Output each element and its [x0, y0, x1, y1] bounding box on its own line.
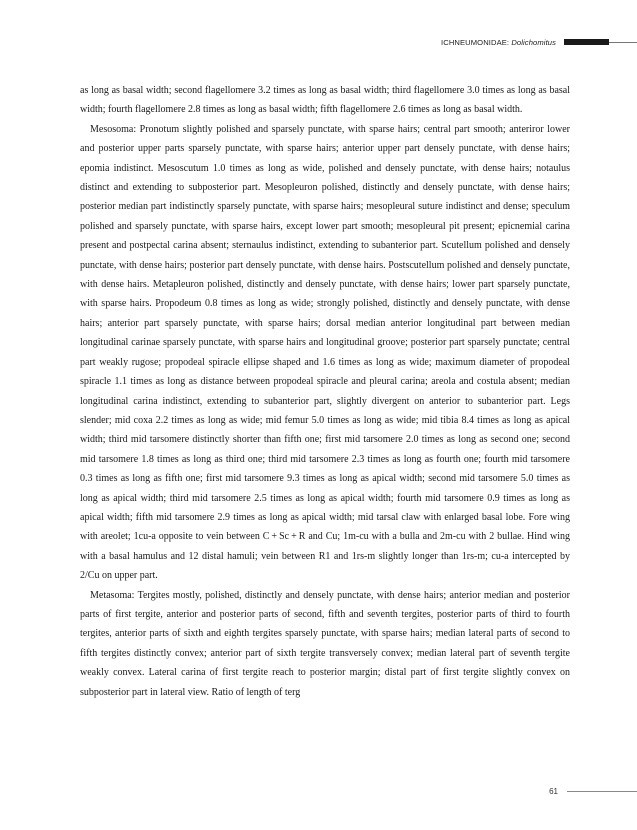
paragraph-antenna-continuation: as long as basal width; second flagellomere 3.2 times as long as basal width; third flagellomere 3.0 times as long as basal width; fourth flagellomere 2.8 times as long as basal width; fifth flagellomere 2.6 times as long as basal width.	[80, 85, 570, 116]
page-number: 61	[549, 787, 558, 796]
running-footer	[549, 787, 637, 796]
header-family: ICHNEUMONIDAE:	[441, 37, 510, 47]
page-body	[80, 81, 570, 702]
header-genus: Dolichomitus	[511, 37, 556, 47]
running-header-title	[441, 38, 556, 47]
footer-rule	[567, 791, 637, 792]
running-header	[441, 37, 637, 47]
paragraph-mesosoma: Mesosoma: Pronotum slightly polished and sparsely punctate, with sparse hairs; central part smooth; anteriror lower and posterior upper parts sparsely punctate, with sparse hairs; anterior upper part densely punctate, with dense hairs; epomia indistinct. Mesoscutum 1.0 times as long as wide, polished and densely punctate, with dense hairs; notaulus distinct and extending to subposterior part. Mesopleuron polished, distinctly and densely punctate, with dense hairs; posterior median part indistinctly sparsely punctate, with sparse hairs; mesopleural suture indistinct and dense; speculum polished and sparsely punctate, with sparse hairs, except lower part smooth; mesopleural pit present; epicnemial carina present and postpectal carina absent; sternaulus indistinct, extending to subanterior part. Scutellum polished and densely punctate, with dense hairs; posterior part densely punctate, with dense hairs. Postscutellum polished and densely punctate, with dense hairs. Metapleuron polished, distinctly and densely punctate, with dense hairs; lower part sparsely punctate, with sparse hairs. Propodeum 0.8 times as long as wide; strongly polished, distinctly and densely punctate, with dense hairs; anterior part sparsely punctate, with sparse hairs; dorsal median anterior longitudinal part between median longitudinal carinae sparsely punctate, with sparse hairs and longitudinal groove; posterior part sparsely punctate; central part weakly rugose; propodeal spiracle ellipse shaped and 1.6 times as long as wide; maximum diameter of propodeal spiracle 1.1 times as long as distance between propodeal spiracle and pleural carina; areola and costula absent; median longitudinal carina indistinct, extending to subanterior part, slightly divergent on anterior to subanterior part. Legs slender; mid coxa 2.2 times as long as wide; mid femur 5.0 times as long as wide; mid tibia 8.4 times as long as apical width; third mid tarsomere distinctly shorter than fifth one; first mid tarsomere 2.0 times as long as second one; second mid tarsomere 1.8 times as long as third one; third mid tarsomere 2.3 times as long as fourth one; fourth mid tarsomere 0.3 times as long as fifth one; first mid tarsomere 9.3 times as long as apical width; second mid tarsomere 5.0 times as long as apical width; third mid tarsomere 2.5 times as long as apical width; fourth mid tarsomere 0.9 times as long as apical width; fifth mid tarsomere 2.9 times as long as apical width; mid tarsal claw with enlarged basal lobe. Fore wing with areolet; 1cu-a opposite to vein between C + Sc + R and Cu; 1m-cu with a bulla and 2m-cu with 2 bullae. Hind wing with a basal hamulus and 12 distal hamuli; vein between R1 and 1rs-m slightly longer than 1rs-m; cu-a intercepted by 2/Cu on upper part.	[80, 123, 570, 582]
paragraph-metasoma: Metasoma: Tergites mostly, polished, distinctly and densely punctate, with dense hairs; anterior median and posterior parts of first tergite, anterior and posterior parts of second, fifth and seventh tergites, posterior parts of third to fourth tergites, anterior parts of sixth and eighth tergites sparsely punctate, with sparse hairs; median lateral parts of second to fifth tergites distinctly convex; anterior part of sixth tergite transversely convex; median lateral part of seventh tergite weakly convex. Lateral carina of first tergite reach to posterior margin; distal part of first tergite slightly convex on subposterior part in lateral view. Ratio of length of terg	[80, 589, 570, 698]
header-bar	[564, 39, 609, 45]
header-rule	[609, 42, 637, 43]
